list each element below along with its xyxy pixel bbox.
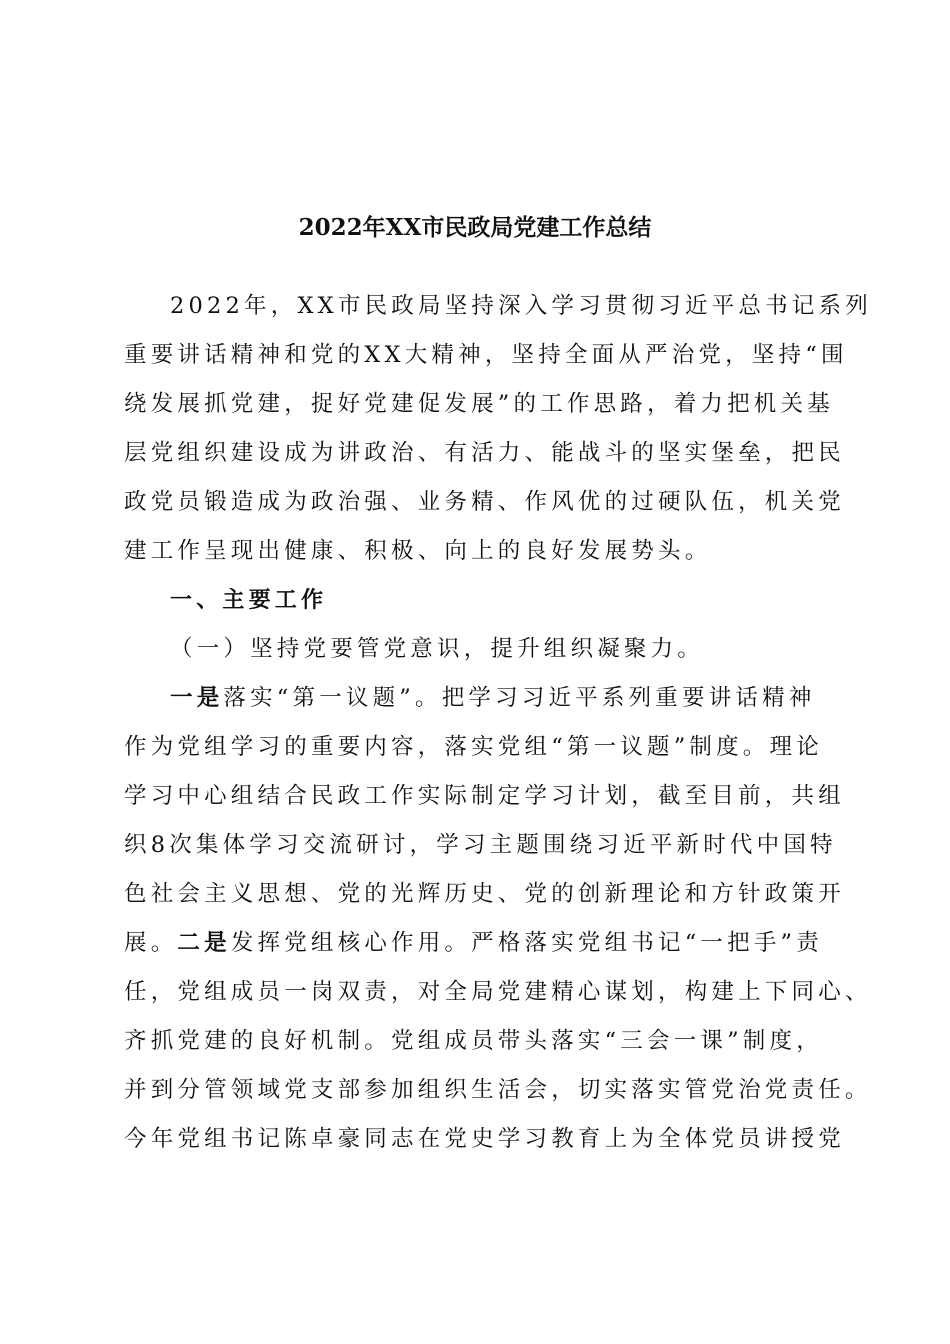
bold-lead-1: 一是: [170, 685, 224, 711]
paragraph2-line: 今年党组书记陈卓豪同志在党史学习教育上为全体党员讲授党: [124, 1126, 845, 1152]
paragraph1-line: 层党组织建设成为讲政治、有活力、能战斗的坚实堡垒，把民: [124, 440, 845, 466]
paragraph2-line: [124, 919, 836, 968]
section-heading: 一、主要工作: [170, 588, 328, 613]
paragraph2-text: 发挥党组核心作用。严格落实党组书记“一把手”责: [230, 930, 823, 956]
paragraph1-line: 建工作呈现出健康、积极、向上的良好发展势头。: [124, 538, 712, 564]
paragraph1-line: 重要讲话精神和党的XX大精神，坚持全面从严治党，坚持“围: [124, 342, 848, 368]
document-title: 2022年XX市民政局党建工作总结: [298, 214, 652, 241]
paragraph2-line: 齐抓党建的良好机制。党组成员带头落实“三会一课”制度，: [124, 1028, 823, 1054]
paragraph2-line: 色社会主义思想、党的光辉历史、党的创新理论和方针政策开: [124, 881, 845, 907]
paragraph1-line: 2022年，XX市民政局坚持深入学习贯彻习近平总书记系列: [170, 293, 872, 319]
paragraph1-line: 绕发展抓党建，捉好党建促发展”的工作思路，着力把机关基: [124, 391, 834, 417]
document-body: [124, 282, 872, 1164]
subsection-heading: （一）坚持党要管党意识，提升组织凝聚力。: [170, 636, 705, 662]
paragraph2-line: 任，党组成员一岗双责，对全局党建精心谋划，构建上下同心、: [124, 979, 872, 1005]
paragraph2-line: 学习中心组结合民政工作实际制定学习计划，截至目前，共组: [124, 783, 845, 809]
paragraph2-line: 并到分管领域党支部参加组织生活会，切实落实管党治党责任。: [124, 1077, 872, 1103]
paragraph2-line: [124, 674, 836, 723]
paragraph2-line: 织8次集体学习交流研讨，学习主题围绕习近平新时代中国特: [124, 832, 837, 858]
paragraph2-line: 作为党组学习的重要内容，落实党组“第一议题”制度。理论: [124, 734, 823, 760]
paragraph2-text: 展。: [124, 930, 178, 956]
bold-lead-2: 二是: [177, 930, 231, 956]
paragraph2-text: 落实“第一议题”。把学习习近平系列重要讲话精神: [223, 685, 816, 711]
paragraph1-line: 政党员锻造成为政治强、业务精、作风优的过硬队伍，机关党: [124, 489, 845, 515]
